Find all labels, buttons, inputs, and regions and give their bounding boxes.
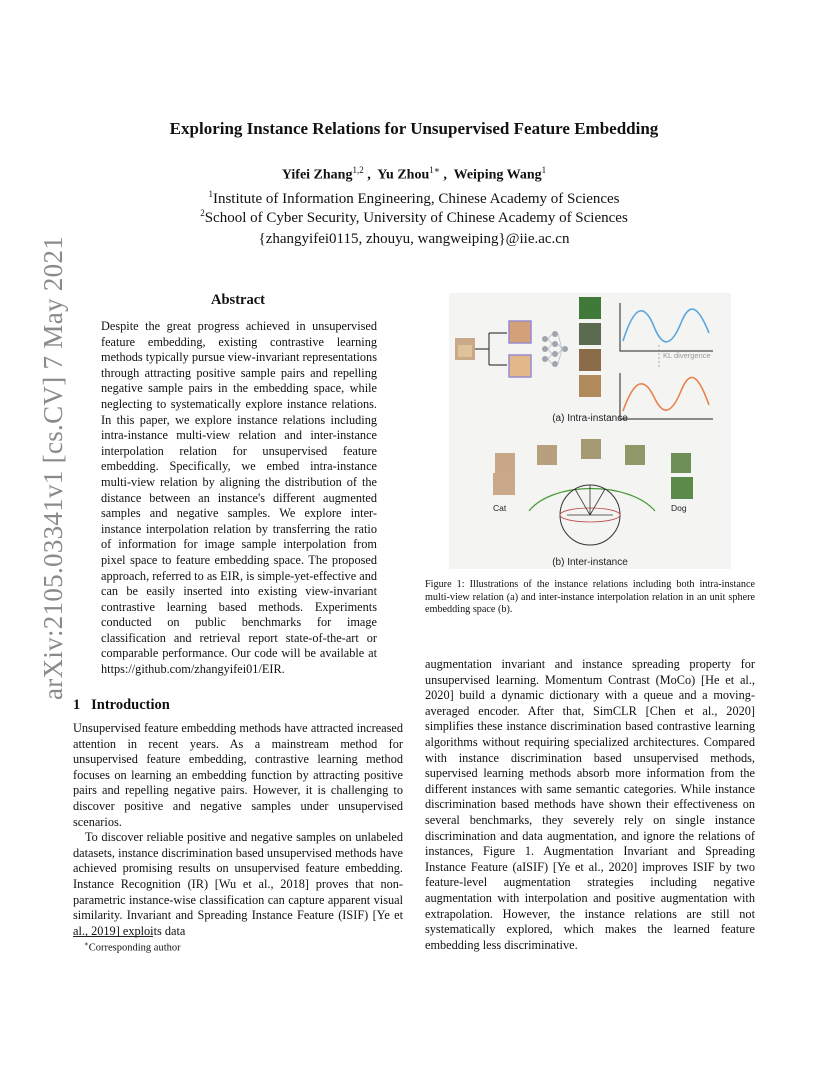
section-title: Introduction (91, 697, 170, 713)
figure-label-inter: (b) Inter-instance (552, 557, 628, 568)
author-name: Weiping Wang (453, 167, 542, 183)
figure-label-intra: (a) Intra-instance (552, 413, 628, 424)
encoder-network-icon (542, 331, 568, 367)
figure-illustration (449, 293, 731, 569)
affiliation-line (0, 189, 828, 208)
footnote-divider (73, 936, 153, 937)
author-emails: {zhangyifei0115, zhouyu, wangweiping}@iie.ac.cn (258, 231, 570, 247)
branch-connector (475, 333, 507, 365)
dog-image-thumbnail (671, 477, 693, 499)
author-name: Yifei Zhang (281, 167, 353, 183)
distance-plot-axes (620, 373, 713, 419)
author-list: Yifei Zhang$^{1,2}$ , Yu Zhou$^{1∗}$ , Weiping Wang$^1$ (281, 165, 547, 183)
paper-title: Exploring Instance Relations for Unsupervised Feature Embedding (169, 119, 659, 138)
abstract-text: Despite the great progress achieved in unsupervised feature embedding, existing contrastive learning methods typically pursue view-invariant representations through attracting positive sample pairs and repelling negative sample pairs in the embedding space, while neglecting to systematically explore instance relations. In this paper, we explore instance relations including intra-instance multi-view relation and inter-instance interpolation relation for unsupervised feature embedding. Specifically, we embed intra-instance multi-view relation by aligning the distribution of the distance between an instance's different augmented samples and negative samples. We explore inter-instance interpolation relation by transferring the ratio of information for image sample interpolation from pixel space to feature embedding space. The proposed approach, referred to as EIR, is simple-yet-effective and can be easily inserted into existing view-invariant contrastive learning based methods. Experiments conducted on public benchmarks for image classification and retrieval report state-of-the-art or comparable performance. Our code will be available at https://github.com/zhangyifei01/EIR. (101, 319, 377, 677)
body-paragraph: augmentation invariant and instance spreading property for unsupervised learning. Momentum Contrast (MoCo) [He et al., 2020] build a dynamic dictionary with a queue and a moving-averaged encoder. After that, SimCLR [Chen et al., 2020] simplifies these instance discrimination based contrastive learning algorithms without requiring specialized architectures. Compared with instance discrimination based unsupervised methods, supervised learning methods absorb more information from the different instances with same semantic categories. While instance discrimination based methods have shown their effectiveness on several benchmarks, they severely rely on single instance discrimination and data augmentation, and ignore the relations of instances, Figure 1. Augmentation Invariant and Spreading Instance Feature (aISIF) [Ye et al., 2020] improves ISIF by two feature-level augmentation strategies including negative augmentation with interpolation and positive augmentation with extrapolation. However, the instance relations are still not systematically explored, which makes the learned feature embedding less discriminative. (425, 657, 755, 952)
author-name: Yu Zhou (377, 167, 430, 183)
figure-caption: Figure 1: Illustrations of the instance relations including both intra-instance multi-view relation (a) and inter-instance interpolation relation in an unit sphere embedding space (b). (425, 579, 755, 616)
intro-left-column (73, 721, 403, 939)
negative-distance-curve (623, 377, 709, 411)
author-affiliation-mark: 1,2 (352, 165, 364, 175)
cat-image-thumbnail (493, 473, 515, 495)
dog-label: Dog (671, 503, 687, 513)
negative-sample-thumbnail (579, 323, 601, 345)
section-heading (73, 697, 403, 714)
section-number: 1 (73, 697, 81, 713)
negative-sample-thumbnail (579, 297, 601, 319)
intro-right-column (425, 657, 755, 953)
affiliation-mark: 1 (208, 189, 213, 199)
footnote (84, 940, 181, 954)
distance-plot-axes (620, 303, 713, 351)
affiliation-text: Institute of Information Engineering, Chinese Academy of Sciences (212, 191, 620, 207)
view-distance-curve (623, 309, 709, 342)
abstract-heading: Abstract (211, 292, 265, 308)
cat-label: Cat (493, 503, 507, 513)
interpolated-sample-thumbnails (495, 439, 691, 473)
augmented-view-thumbnail (509, 355, 531, 377)
negative-sample-thumbnail (579, 349, 601, 371)
body-paragraph: Unsupervised feature embedding methods have attracted increased attention in recent years. As a mainstream method for unsupervised feature embedding, contrastive learning method focuses on learning an embedding function by attracting positive pairs and repelling negative pairs. However, it is challenging to discover positive and negative samples under unsupervised scenarios. (73, 721, 403, 829)
affiliation-line (0, 208, 828, 227)
arxiv-identifier: arXiv:2105.03341v1 [cs.CV] 7 May 2021 (38, 235, 68, 700)
affiliation-text: School of Cyber Security, University of Chinese Academy of Sciences (204, 210, 628, 226)
author-affiliation-mark: 1 (541, 165, 547, 175)
augmented-view-thumbnail (509, 321, 531, 343)
kl-divergence-label: KL divergence (663, 351, 711, 360)
footnote-text: Corresponding author (88, 942, 181, 954)
figure-1 (449, 293, 731, 569)
affiliation-mark: 2 (200, 208, 205, 218)
author-affiliation-mark: 1∗ (429, 165, 440, 175)
body-paragraph: To discover reliable positive and negative samples on unlabeled datasets, instance discrimination based unsupervised methods have achieved promising results on unsupervised feature embedding. Instance Recognition (IR) [Wu et al., 2018] proves that non-parametric instance-wise classification can capture apparent visual similarity. Invariant and Spreading Instance Feature (ISIF) [Ye et al., 2019] exploits data (73, 830, 403, 938)
negative-sample-thumbnail (579, 375, 601, 397)
footnote-mark: ∗ (84, 940, 89, 948)
